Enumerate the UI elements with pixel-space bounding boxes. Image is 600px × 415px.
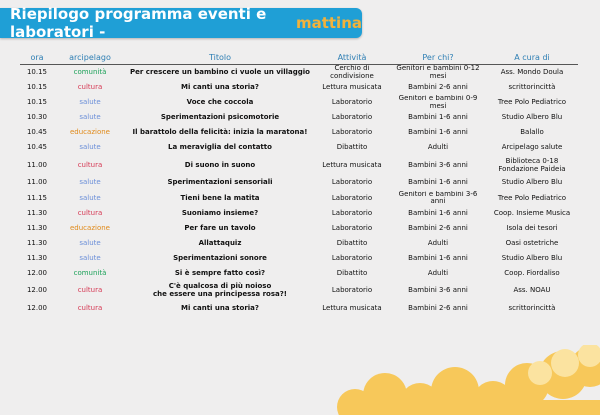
cell-titolo: C'è qualcosa di più noioso che essere una principessa rosa?! (153, 282, 287, 299)
cell-a-cura-di: Oasi ostetriche (505, 238, 559, 247)
cell-attivita: Cerchio di condivisione (330, 64, 374, 80)
cell-per-chi: Bambini 3-6 anni (408, 286, 468, 295)
table-row (20, 206, 578, 221)
cell-a-cura-di: scrittorincittà (508, 303, 556, 312)
table-row (20, 111, 578, 126)
cell-attivita: Laboratorio (331, 113, 373, 122)
cell-arcipelago: cultura (77, 286, 103, 295)
cell-titolo: Voce che coccola (186, 98, 254, 107)
cell-ora: 12.00 (26, 268, 48, 277)
page-title: Riepilogo programma eventi e laboratori - (10, 5, 267, 41)
cell-attivita: Laboratorio (331, 98, 373, 107)
cell-ora: 11.30 (26, 223, 48, 232)
cell-per-chi: Genitori e bambini 0-12 mesi (396, 64, 480, 80)
cell-arcipelago: comunità (73, 268, 107, 277)
header-a-cura-di: A cura di (486, 50, 578, 65)
cell-titolo: Suoniamo insieme? (181, 208, 259, 217)
cell-attivita: Dibattito (336, 143, 368, 152)
program-table (20, 50, 578, 316)
cell-per-chi: Bambini 1-6 anni (408, 128, 468, 137)
cell-arcipelago: salute (79, 113, 101, 122)
cell-ora: 10.15 (26, 98, 48, 107)
cell-attivita: Laboratorio (331, 253, 373, 262)
cell-ora: 11.15 (26, 193, 48, 202)
cell-titolo: Si è sempre fatto così? (174, 268, 266, 277)
cell-a-cura-di: Arcipelago salute (501, 143, 563, 152)
cell-attivita: Laboratorio (331, 208, 373, 217)
cell-arcipelago: salute (79, 238, 101, 247)
header-attivita: Attività (314, 50, 390, 65)
cell-a-cura-di: Studio Albero Blu (501, 113, 563, 122)
cell-ora: 10.15 (26, 67, 48, 76)
cell-ora: 11.30 (26, 208, 48, 217)
cell-a-cura-di: Balallo (520, 128, 544, 137)
cell-ora: 11.30 (26, 238, 48, 247)
cell-arcipelago: educazione (70, 128, 110, 137)
table-row (20, 266, 578, 281)
table-row (20, 65, 578, 81)
cell-a-cura-di: Tree Polo Pediatrico (497, 193, 567, 202)
cell-titolo: Di suono in suono (184, 160, 256, 169)
cell-titolo: Sperimentazioni sonore (173, 253, 267, 262)
cell-per-chi: Bambini 1-6 anni (408, 208, 468, 217)
cell-attivita: Laboratorio (331, 286, 373, 295)
cell-titolo: Mi canti una storia? (181, 83, 259, 92)
cell-ora: 12.00 (26, 286, 48, 295)
header-titolo: Titolo (126, 50, 314, 65)
table-row (20, 221, 578, 236)
cell-a-cura-di: Coop. Fiordaliso (504, 268, 560, 277)
cell-attivita: Laboratorio (331, 128, 373, 137)
cell-titolo: Mi canti una storia? (181, 303, 259, 312)
cell-ora: 11.00 (26, 160, 48, 169)
page-title-accent: mattina (295, 14, 362, 32)
cell-a-cura-di: Studio Albero Blu (501, 178, 563, 187)
cell-arcipelago: cultura (77, 303, 103, 312)
cell-attivita: Laboratorio (331, 223, 373, 232)
cell-per-chi: Bambini 3-6 anni (408, 160, 468, 169)
cell-a-cura-di: Isola dei tesori (506, 223, 558, 232)
cell-arcipelago: salute (79, 178, 101, 187)
cell-ora: 10.45 (26, 143, 48, 152)
cell-a-cura-di: Biblioteca 0-18 Fondazione Paideia (498, 157, 566, 173)
cell-titolo: La meraviglia del contatto (168, 143, 272, 152)
table-row (20, 281, 578, 301)
cell-arcipelago: comunità (73, 67, 107, 76)
header-per-chi: Per chi? (390, 50, 486, 65)
cell-ora: 10.45 (26, 128, 48, 137)
cell-ora: 12.00 (26, 303, 48, 312)
cell-arcipelago: cultura (77, 160, 103, 169)
program-table-wrap (20, 50, 578, 316)
table-row (20, 236, 578, 251)
cell-arcipelago: salute (79, 143, 101, 152)
header-arcipelago: arcipelago (54, 50, 126, 65)
cell-attivita: Dibattito (336, 238, 368, 247)
cell-per-chi: Bambini 2-6 anni (408, 223, 468, 232)
table-row (20, 176, 578, 191)
cell-titolo: Sperimentazioni psicomotorie (160, 113, 280, 122)
cell-per-chi: Adulti (427, 268, 449, 277)
cell-ora: 10.30 (26, 113, 48, 122)
cell-titolo: Il barattolo della felicità: inizia la maratona! (132, 128, 308, 137)
table-row (20, 141, 578, 156)
table-row (20, 95, 578, 110)
cell-per-chi: Bambini 1-6 anni (408, 253, 468, 262)
cell-a-cura-di: Tree Polo Pediatrico (497, 98, 567, 107)
table-body (20, 65, 578, 317)
cell-arcipelago: cultura (77, 208, 103, 217)
table-row (20, 156, 578, 176)
cell-attivita: Dibattito (336, 268, 368, 277)
cell-attivita: Laboratorio (331, 193, 373, 202)
table-row (20, 126, 578, 141)
cell-titolo: Sperimentazioni sensoriali (167, 178, 273, 187)
cell-per-chi: Bambini 2-6 anni (408, 83, 468, 92)
cell-arcipelago: salute (79, 98, 101, 107)
cell-arcipelago: salute (79, 193, 101, 202)
cell-per-chi: Adulti (427, 238, 449, 247)
cell-attivita: Lettura musicata (322, 303, 382, 312)
cell-ora: 11.00 (26, 178, 48, 187)
table-header-row (20, 50, 578, 65)
cell-a-cura-di: Ass. Mondo Doula (500, 67, 564, 76)
cell-ora: 10.15 (26, 83, 48, 92)
table-row (20, 251, 578, 266)
cell-attivita: Lettura musicata (322, 160, 382, 169)
cell-a-cura-di: Studio Albero Blu (501, 253, 563, 262)
cell-a-cura-di: Coop. Insieme Musica (493, 208, 571, 217)
cell-per-chi: Genitori e bambini 0-9 mesi (398, 95, 478, 111)
cell-arcipelago: cultura (77, 83, 103, 92)
cell-titolo: Per crescere un bambino ci vuole un villaggio (130, 67, 310, 76)
cell-titolo: Allattaquiz (198, 238, 242, 247)
cell-per-chi: Bambini 1-6 anni (408, 178, 468, 187)
cell-per-chi: Bambini 2-6 anni (408, 303, 468, 312)
cell-titolo: Tieni bene la matita (180, 193, 260, 202)
cell-ora: 11.30 (26, 253, 48, 262)
header-ora: ora (20, 50, 54, 65)
table-row (20, 80, 578, 95)
table-row (20, 191, 578, 206)
cell-a-cura-di: Ass. NOAU (513, 286, 551, 295)
cell-attivita: Lettura musicata (322, 83, 382, 92)
cell-a-cura-di: scrittorincittà (508, 83, 556, 92)
table-row (20, 301, 578, 316)
page-title-bar (0, 5, 362, 41)
cell-titolo: Per fare un tavolo (184, 223, 256, 232)
cell-arcipelago: salute (79, 253, 101, 262)
cell-attivita: Laboratorio (331, 178, 373, 187)
cell-arcipelago: educazione (70, 223, 110, 232)
cell-per-chi: Genitori e bambini 3-6 anni (398, 190, 478, 206)
clouds-decoration (315, 345, 600, 415)
cell-per-chi: Bambini 1-6 anni (408, 113, 468, 122)
cell-per-chi: Adulti (427, 143, 449, 152)
